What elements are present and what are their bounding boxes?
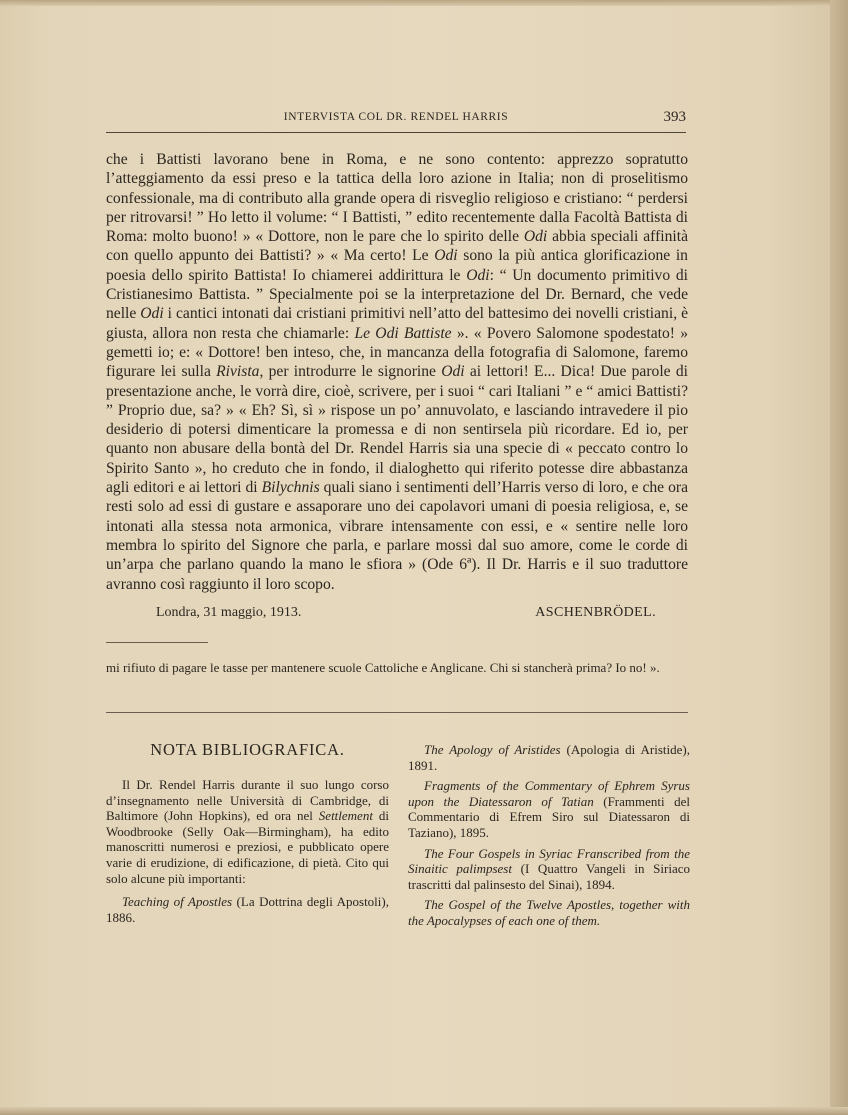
text-run: : “ Un documento primitivo di Cristianesimo Battista. ” Specialmente poi se la interpretazione del Dr. Bernard, che vede nelle (106, 266, 688, 323)
italic-text: Settlement (318, 808, 373, 824)
bibliography-intro (106, 777, 389, 886)
bibliography-left-column (106, 740, 389, 930)
main-paragraph (106, 150, 688, 594)
main-body (106, 150, 688, 594)
italic-text: Rivista (216, 363, 260, 381)
text-run: quali siano i sentimenti dell’Harris verso di loro, e che ora resti solo ad essi di gustare e assaporare uno dei capolavori umani di poesia religiosa, e, se intonati alla stessa nota armonica, vibrare intensamente con essi, e « sentire nelle loro membra lo spirito del Signore che parla, e parlare mossi dal suo amore, come le corde di un’arpa che parlano quando la mano le sfiora » (Ode 6ª). Il Dr. Harris e il suo traduttore avranno così raggiunto il loro scopo. (106, 479, 688, 593)
italic-text: Odi (466, 266, 490, 284)
bibliography-right-column (408, 742, 690, 934)
italic-text: Odi (434, 247, 458, 265)
italic-text: Fragments of the Commentary of Ephrem Syrus upon the Diatessaron of Tatian (408, 778, 690, 809)
page-top-edge (0, 0, 848, 6)
text-run: i cantici intonati dai cristiani primitivi nell’atto del battesimo dei novelli cristiani, è giusta, allora non resta che chiamarle: (106, 305, 688, 342)
italic-text: Odi (140, 305, 164, 323)
bibliography-title: NOTA BIBLIOGRAFICA. (150, 740, 345, 759)
bibliography-entry (408, 897, 690, 928)
bibliography-entry (106, 894, 389, 925)
text-run: sono la più antica glorificazione in poesia dello spirito Battista! Io chiamerei addirittura le (106, 247, 688, 284)
italic-text: The Apology of Aristides (424, 742, 561, 757)
bibliography-entry (408, 846, 690, 893)
signature-author: ASCHENBRÖDEL. (535, 605, 656, 620)
italic-text: Le Odi Battiste (354, 324, 452, 342)
signature (106, 605, 656, 625)
text-run: abbia speciali affinità con quello appunto dei Battisti? » « Ma certo! Le (106, 228, 688, 265)
bibliography-entry (408, 778, 690, 840)
italic-text: Bilychnis (261, 479, 320, 497)
text-run: ». « Povero Salomone spodestato! » gemetti io; e: « Dottore! ben inteso, che, in mancanza della fotografia di Salomone, faremo figurare lei sulla (106, 324, 688, 381)
text-run: di Woodbrooke (Selly Oak—Birmingham), ha edito manoscritti numerosi e preziosi, e pubblicato opere varie di erudizione, di edificazione, di pietà. Cito qui solo alcune più importanti: (106, 808, 389, 886)
page-number: 393 (663, 109, 686, 125)
text-run: , per introdurre le signorine (259, 363, 442, 381)
italic-text: Odi (441, 363, 465, 381)
footnote-rule (106, 642, 208, 643)
text-run: (I Quattro Vangeli in Siriaco trascritti dal palinsesto del Sinai), 1894. (408, 861, 690, 892)
text-run: (Apologia di Aristide), 1891. (408, 742, 690, 773)
header-rule (106, 132, 686, 133)
running-title: INTERVISTA COL DR. RENDEL HARRIS (283, 111, 509, 123)
page-bottom-edge (0, 1107, 848, 1115)
signature-place-date: Londra, 31 maggio, 1913. (156, 605, 302, 620)
italic-text: The Gospel of the Twelve Apostles, together with the Apocalypses of each one of them. (408, 897, 690, 928)
section-rule (106, 712, 688, 713)
footnote-text: mi rifiuto di pagare le tasse per mantenere scuole Cattoliche e Anglicane. Chi si stancherà prima? Io no! ». (106, 660, 660, 675)
text-run: che i Battisti lavorano bene in Roma, e ne sono contento: apprezzo sopratutto l’atteggiamento da essi preso e la tattica della loro azione in Italia; non di proselitismo confessionale, ma di contributo alla grande opera di risveglio religioso e cristiano: “ perdersi per ritrovarsi! ” Ho letto il volume: “ I Battisti, ” edito recentemente dalla Facoltà Battista di Roma: molto buono! » « Dottore, non le pare che lo spirito delle (106, 151, 688, 246)
text-run: Il Dr. Rendel Harris durante il suo lungo corso d’insegnamento nelle Università di Cambridge, di Baltimore (John Hopkins), ed ora nel (106, 777, 389, 824)
running-head (106, 111, 686, 131)
italic-text: Odi (523, 228, 548, 246)
text-run: (Frammenti del Commentario di Efrem Siro sul Diatessaron di Taziano), 1895. (408, 793, 690, 840)
text-run: (La Dottrina degli Apostoli), 1886. (106, 894, 389, 925)
italic-text: Teaching of Apostles (122, 894, 233, 910)
bibliography-entry (408, 742, 690, 773)
footnote (106, 660, 688, 677)
page-right-edge (830, 0, 848, 1115)
text-run: ai lettori! E... Dica! Due parole di presentazione anche, le vorrà dire, cioè, scrivere, per i suoi “ cari Italiani ” e “ amici Battisti? ” Proprio due, sa? » « Eh? Sì, sì » rispose un po’ annuvolato, e lasciando intravedere il pio desiderio di potersi dimenticare la promessa e di non sentirsela più ricordare. Ed io, per quanto non abusare della bontà del Dr. Rendel Harris sia una specie di « peccato contro lo Spirito Santo », ho creduto che in fondo, il dialoghetto qui riferito potesse dire abbastanza agli editori e ai lettori di (106, 363, 688, 497)
italic-text: The Four Gospels in Syriac Franscribed from the Sinaitic palimpsest (408, 845, 690, 877)
